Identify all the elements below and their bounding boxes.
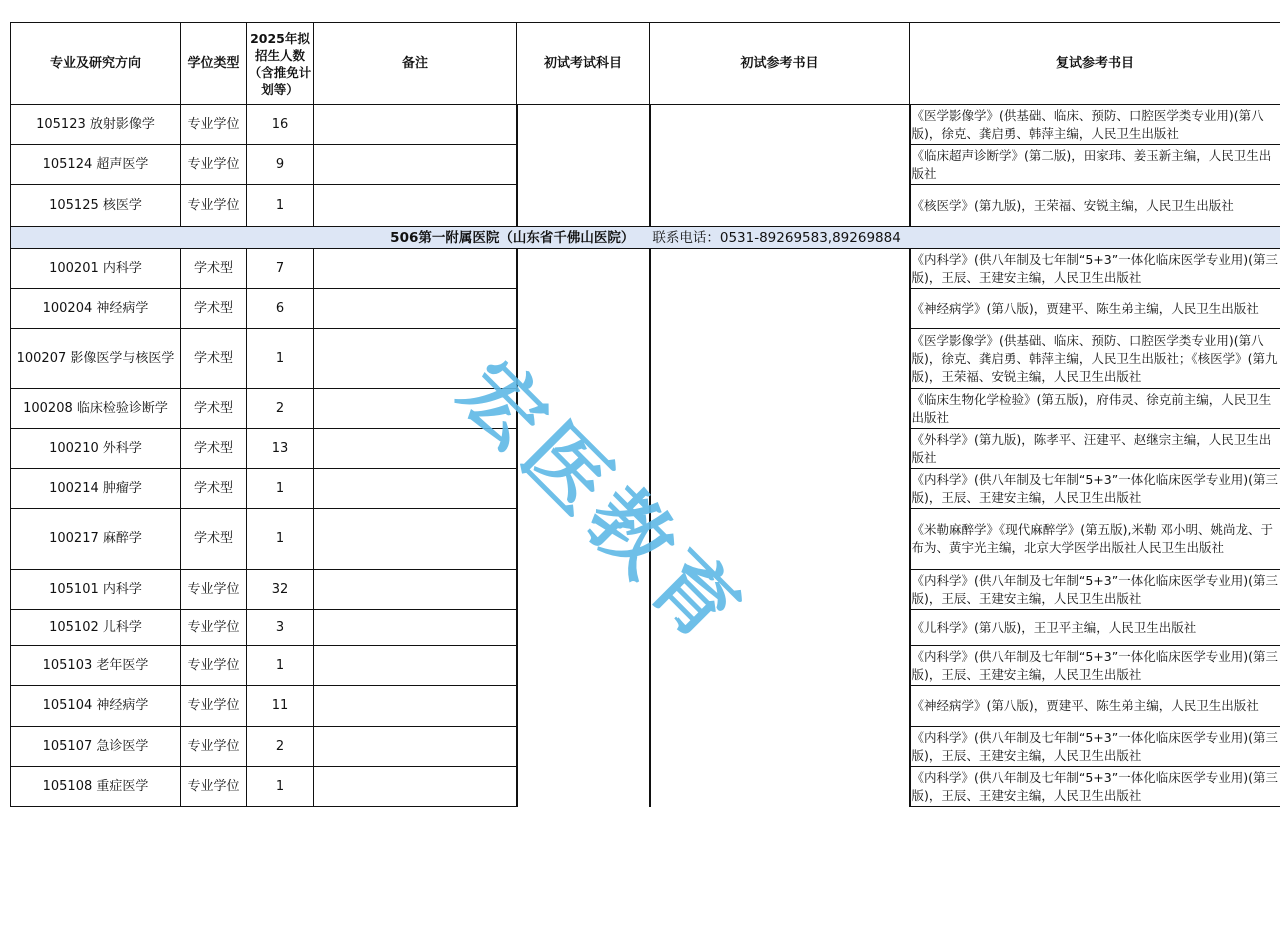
remarks-cell bbox=[314, 249, 517, 289]
remarks-cell bbox=[314, 570, 517, 610]
degree-cell: 专业学位 bbox=[181, 686, 247, 727]
quota-cell: 11 bbox=[247, 686, 314, 727]
header-exam-books: 初试参考书目 bbox=[650, 23, 910, 105]
degree-cell: 专业学位 bbox=[181, 185, 247, 227]
degree-cell: 专业学位 bbox=[181, 727, 247, 767]
retest-books-cell: 《内科学》(供八年制及七年制“5+3”一体化临床医学专业用)(第三版)，王辰、王建安主编，人民卫生出版社 bbox=[910, 646, 1280, 686]
admissions-table-sheet bbox=[10, 22, 1280, 810]
retest-books-cell: 《儿科学》(第八版)，王卫平主编，人民卫生出版社 bbox=[910, 610, 1280, 646]
degree-cell: 专业学位 bbox=[181, 570, 247, 610]
header-major: 专业及研究方向 bbox=[11, 23, 181, 105]
quota-cell: 13 bbox=[247, 429, 314, 469]
watermark: 宏医教育 bbox=[440, 342, 762, 665]
section-header-row bbox=[11, 227, 1280, 249]
exam-subjects-cell bbox=[517, 105, 650, 227]
major-cell: 105107 急诊医学 bbox=[11, 727, 181, 767]
major-cell: 105108 重症医学 bbox=[11, 767, 181, 807]
quota-cell: 16 bbox=[247, 105, 314, 145]
degree-cell: 专业学位 bbox=[181, 145, 247, 185]
retest-books-cell: 《医学影像学》(供基础、临床、预防、口腔医学类专业用)(第八版)，徐克、龚启勇、韩萍主编，人民卫生出版社；《核医学》(第九版)，王荣福、安锐主编，人民卫生出版社 bbox=[910, 329, 1280, 389]
major-cell: 105102 儿科学 bbox=[11, 610, 181, 646]
degree-cell: 学术型 bbox=[181, 389, 247, 429]
major-cell: 105125 核医学 bbox=[11, 185, 181, 227]
degree-cell: 学术型 bbox=[181, 429, 247, 469]
retest-books-cell: 《内科学》(供八年制及七年制“5+3”一体化临床医学专业用)(第三版)，王辰、王建安主编，人民卫生出版社 bbox=[910, 767, 1280, 807]
quota-cell: 7 bbox=[247, 249, 314, 289]
section-header bbox=[11, 227, 1280, 249]
quota-cell: 6 bbox=[247, 289, 314, 329]
degree-cell: 专业学位 bbox=[181, 105, 247, 145]
retest-books-cell: 《临床超声诊断学》(第二版)，田家玮、姜玉新主编，人民卫生出版社 bbox=[910, 145, 1280, 185]
retest-books-cell: 《神经病学》(第八版)，贾建平、陈生弟主编，人民卫生出版社 bbox=[910, 686, 1280, 727]
remarks-cell bbox=[314, 610, 517, 646]
major-cell: 100210 外科学 bbox=[11, 429, 181, 469]
degree-cell: 专业学位 bbox=[181, 646, 247, 686]
header-quota: 2025年拟招生人数（含推免计划等） bbox=[247, 23, 314, 105]
quota-cell: 1 bbox=[247, 185, 314, 227]
header-remarks: 备注 bbox=[314, 23, 517, 105]
retest-books-cell: 《临床生物化学检验》(第五版)，府伟灵、徐克前主编，人民卫生出版社 bbox=[910, 389, 1280, 429]
degree-cell: 专业学位 bbox=[181, 767, 247, 807]
major-cell: 105104 神经病学 bbox=[11, 686, 181, 727]
major-cell: 105101 内科学 bbox=[11, 570, 181, 610]
table-row bbox=[11, 249, 1280, 289]
degree-cell: 学术型 bbox=[181, 329, 247, 389]
exam-subjects-cell bbox=[517, 249, 650, 807]
remarks-cell bbox=[314, 646, 517, 686]
major-cell: 100201 内科学 bbox=[11, 249, 181, 289]
major-cell: 100217 麻醉学 bbox=[11, 509, 181, 570]
header-retest-books: 复试参考书目 bbox=[910, 23, 1280, 105]
section-title: 506第一附属医院（山东省千佛山医院） bbox=[390, 229, 635, 246]
remarks-cell bbox=[314, 469, 517, 509]
header-row bbox=[11, 23, 1280, 105]
retest-books-cell: 《内科学》(供八年制及七年制“5+3”一体化临床医学专业用)(第三版)，王辰、王建安主编，人民卫生出版社 bbox=[910, 469, 1280, 509]
major-cell: 100207 影像医学与核医学 bbox=[11, 329, 181, 389]
table-row bbox=[11, 105, 1280, 145]
degree-cell: 学术型 bbox=[181, 509, 247, 570]
retest-books-cell: 《外科学》(第九版)，陈孝平、汪建平、赵继宗主编，人民卫生出版社 bbox=[910, 429, 1280, 469]
major-cell: 105103 老年医学 bbox=[11, 646, 181, 686]
remarks-cell bbox=[314, 727, 517, 767]
degree-cell: 学术型 bbox=[181, 289, 247, 329]
quota-cell: 1 bbox=[247, 329, 314, 389]
quota-cell: 1 bbox=[247, 646, 314, 686]
remarks-cell bbox=[314, 767, 517, 807]
remarks-cell bbox=[314, 289, 517, 329]
quota-cell: 9 bbox=[247, 145, 314, 185]
quota-cell: 3 bbox=[247, 610, 314, 646]
quota-cell: 2 bbox=[247, 727, 314, 767]
quota-cell: 32 bbox=[247, 570, 314, 610]
remarks-cell bbox=[314, 686, 517, 727]
retest-books-cell: 《医学影像学》(供基础、临床、预防、口腔医学类专业用)(第八版)，徐克、龚启勇、韩萍主编，人民卫生出版社 bbox=[910, 105, 1280, 145]
retest-books-cell: 《神经病学》(第八版)，贾建平、陈生弟主编，人民卫生出版社 bbox=[910, 289, 1280, 329]
retest-books-cell: 《核医学》(第九版)，王荣福、安锐主编，人民卫生出版社 bbox=[910, 185, 1280, 227]
remarks-cell bbox=[314, 389, 517, 429]
major-cell: 100204 神经病学 bbox=[11, 289, 181, 329]
remarks-cell bbox=[314, 509, 517, 570]
degree-cell: 学术型 bbox=[181, 469, 247, 509]
exam-books-cell bbox=[650, 249, 910, 807]
remarks-cell bbox=[314, 329, 517, 389]
retest-books-cell: 《内科学》(供八年制及七年制“5+3”一体化临床医学专业用)(第三版)，王辰、王建安主编，人民卫生出版社 bbox=[910, 727, 1280, 767]
quota-cell: 1 bbox=[247, 469, 314, 509]
degree-cell: 学术型 bbox=[181, 249, 247, 289]
quota-cell: 1 bbox=[247, 509, 314, 570]
header-degree-type: 学位类型 bbox=[181, 23, 247, 105]
major-cell: 105124 超声医学 bbox=[11, 145, 181, 185]
section-phone: 联系电话：0531-89269583,89269884 bbox=[652, 229, 901, 246]
exam-books-cell bbox=[650, 105, 910, 227]
retest-books-cell: 《内科学》(供八年制及七年制“5+3”一体化临床医学专业用)(第三版)，王辰、王建安主编，人民卫生出版社 bbox=[910, 249, 1280, 289]
retest-books-cell: 《内科学》(供八年制及七年制“5+3”一体化临床医学专业用)(第三版)，王辰、王建安主编，人民卫生出版社 bbox=[910, 570, 1280, 610]
remarks-cell bbox=[314, 429, 517, 469]
quota-cell: 2 bbox=[247, 389, 314, 429]
major-cell: 105123 放射影像学 bbox=[11, 105, 181, 145]
remarks-cell bbox=[314, 105, 517, 145]
retest-books-cell: 《米勒麻醉学》《现代麻醉学》(第五版),米勒 邓小明、姚尚龙、于布为、黄宇光主编，北京大学医学出版社人民卫生出版社 bbox=[910, 509, 1280, 570]
remarks-cell bbox=[314, 185, 517, 227]
degree-cell: 专业学位 bbox=[181, 610, 247, 646]
quota-cell: 1 bbox=[247, 767, 314, 807]
admissions-table bbox=[10, 22, 1280, 807]
remarks-cell bbox=[314, 145, 517, 185]
major-cell: 100208 临床检验诊断学 bbox=[11, 389, 181, 429]
header-exam-subjects: 初试考试科目 bbox=[517, 23, 650, 105]
major-cell: 100214 肿瘤学 bbox=[11, 469, 181, 509]
